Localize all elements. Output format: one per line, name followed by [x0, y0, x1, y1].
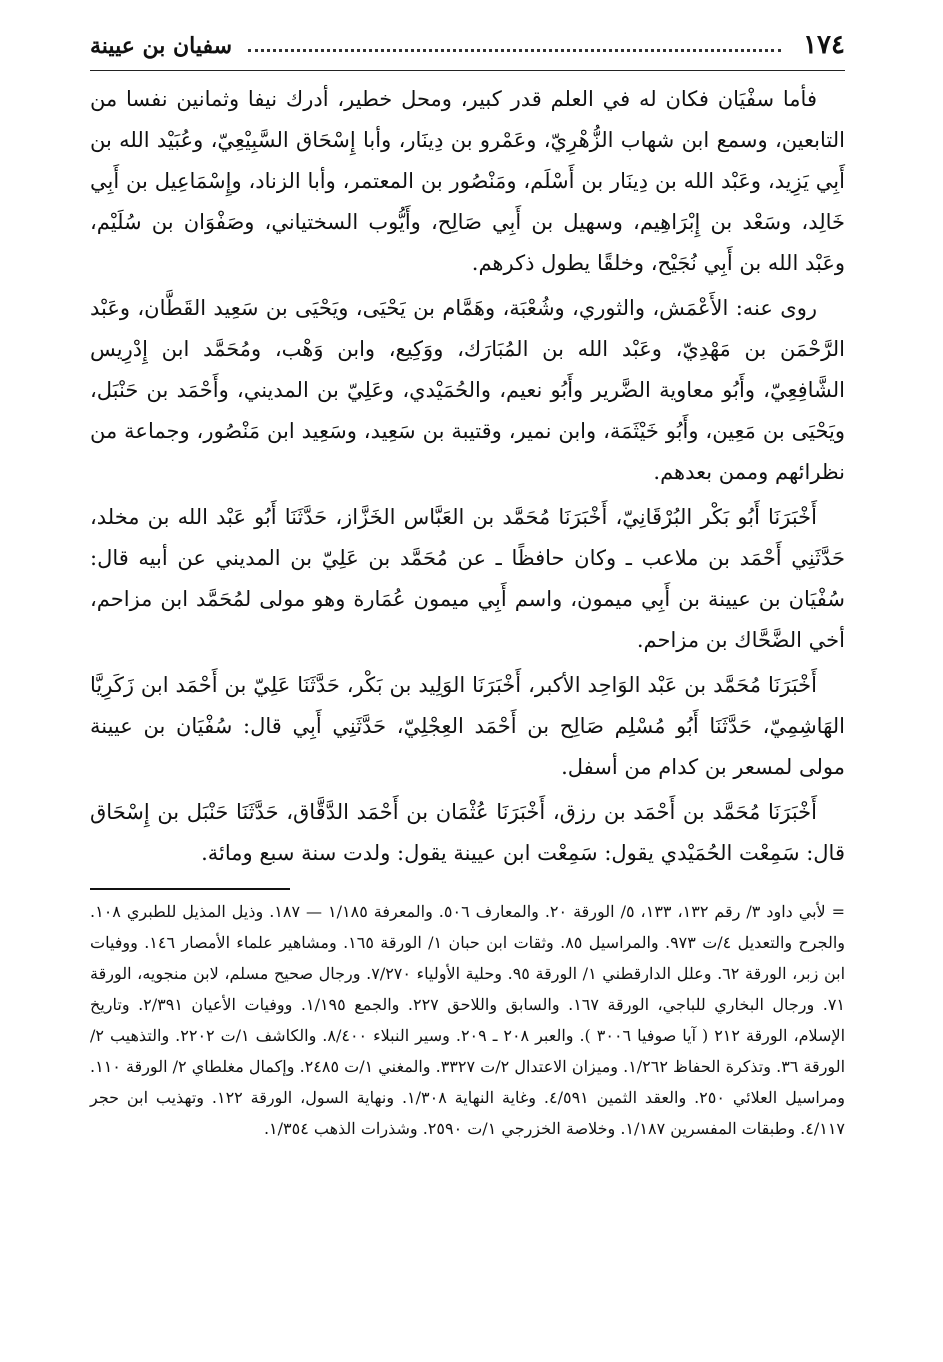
header-dot-leader	[248, 49, 781, 52]
page-number: ١٧٤	[803, 30, 845, 60]
book-page	[90, 30, 845, 1340]
paragraph: أَخْبَرَنَا مُحَمَّد بن أَحْمَد بن رزق، أَخْبَرَنَا عُثْمَان بن أَحْمَد الدَّقَّاق، حَدَّثَنَا حَنْبَل بن إِسْحَاق قال: سَمِعْت الحُمَيْدي يقول: سَمِعْت ابن عيينة يقول: ولدت سنة سبع ومائة.	[90, 800, 845, 865]
footnote-separator	[90, 888, 290, 890]
paragraph: فأما سفْيَان فكان له في العلم قدر كبير، ومحل خطير، أدرك نيفا وثمانين نفسا من التابعين، وسمع ابن شهاب الزُّهْرِيّ، وعَمْرو بن دِينَار، وأبا إِسْحَاق السَّبِيْعِيّ، وعُبَيْد الله بن أَبِي يَزِيد، وعَبْد الله بن دِينَار بن أَسْلَم، ومَنْصُور بن المعتمر، وأبا الزناد، وإِسْمَاعِيل بن أَبِي خَالِد، وسَعْد بن إِبْرَاهِيم، وسهيل بن أَبِي صَالِح، وأَيُّوب السختياني، وصَفْوَان بن سُلَيْم، وعَبْد الله بن أَبِي نُجَيْح، وخلقًا يطول ذكرهم.	[90, 87, 845, 275]
footnote-text: = لأبي داود ٣/ رقم ١٣٢، ١٣٣، ٥/ الورقة ٢٠. والمعارف ٥٠٦. والمعرفة ١/١٨٥ — ١٨٧. وذيل المذيل للطبري ١٠٨. والجرح والتعديل ٤/ت ٩٧٣. والمراسيل ٨٥. وثقات ابن حبان ١/ الورقة ١٦٥. ومشاهير علماء الأمصار ١٤٦. ووفيات ابن زبر، الورقة ٦٢. وعلل الدارقطني ١/ الورقة ٩٥. وحلية الأولياء ٧/٢٧٠. ورجال صحيح مسلم، لابن منجويه، الورقة ٧١. ورجال البخاري للباجي، الورقة ١٦٧. والسابق واللاحق ٢٢٧. والجمع ١/١٩٥. ووفيات الأعيان ٢/٣٩١. وتاريخ الإسلام، الورقة ٢١٢ ( آيا صوفيا ٣٠٠٦ ). والعبر ٢٠٨ ـ ٢٠٩. وسير النبلاء ٨/٤٠٠. والكاشف ١/ت ٢٢٠٢. والتذهيب ٢/ الورقة ٣٦. وتذكرة الحفاظ ١/٢٦٢. وميزان الاعتدال ٢/ت ٣٣٢٧. والمغني ١/ت ٢٤٨٥. وإكمال مغلطاي ٢/ الورقة ١١٠. ومراسيل العلائي ٢٥٠. والعقد الثمين ٤/٥٩١. وغاية النهاية ١/٣٠٨. ونهاية السول، الورقة ١٢٢. وتهذيب ابن حجر ٤/١١٧. وطبقات المفسرين ١/١٨٧. وخلاصة الخزرجي ١/ت ٢٥٩٠. وشذرات الذهب ١/٣٥٤.	[90, 902, 846, 1138]
main-text	[90, 79, 845, 874]
running-title: سفيان بن عيينة	[90, 33, 233, 59]
paragraph: أَخْبَرَنَا أَبُو بَكْر البُرْقَانِيّ، أَخْبَرَنَا مُحَمَّد بن العَبَّاس الخَزَّاز، حَدَّثَنَا أَبُو عَبْد الله بن مخلد، حَدَّثَنِي أَحْمَد بن ملاعب ـ وكان حافظًا ـ عن مُحَمَّد بن عَلِيّ بن المديني عن أبيه قال: سُفْيَان بن عيينة بن أَبِي ميمون، واسم أَبِي ميمون عُمَارة وهو مولى لمُحَمَّد ابن مزاحم، أخي الضَّحَّاك بن مزاحم.	[90, 505, 845, 652]
paragraph: أَخْبَرَنَا مُحَمَّد بن عَبْد الوَاحِد الأكبر، أَخْبَرَنَا الوَلِيد بن بَكْر، حَدَّثَنَا عَلِيّ بن أَحْمَد ابن زَكَرِيَّا الهَاشِمِيّ، حَدَّثَنَا أَبُو مُسْلِم صَالِح بن أَحْمَد العِجْلِيّ، حَدَّثَنِي أَبِي قال: سُفْيَان بن عيينة مولى لمسعر بن كدام من أسفل.	[90, 673, 845, 779]
paragraph: روى عنه: الأَعْمَش، والثوري، وشُعْبَة، وهَمَّام بن يَحْيَى، ويَحْيَى بن سَعِيد القَطَّان، وعَبْد الرَّحْمَن بن مَهْدِيّ، وعَبْد الله بن المُبَارَك، ووَكِيع، وابن وَهْب، ومُحَمَّد ابن إِدْرِيس الشَّافِعِيّ، وأَبُو معاوية الضَّرير وأَبُو نعيم، والحُمَيْدي، وعَلِيّ بن المديني، وأَحْمَد بن حَنْبَل، ويَحْيَى بن مَعِين، وأَبُو خَيْثَمَة، وابن نمير، وقتيبة بن سَعِيد، وسَعِيد ابن مَنْصُور، وجماعة من نظرائهم وممن بعدهم.	[90, 296, 845, 484]
footnotes	[90, 896, 845, 1144]
page-header	[90, 30, 845, 71]
